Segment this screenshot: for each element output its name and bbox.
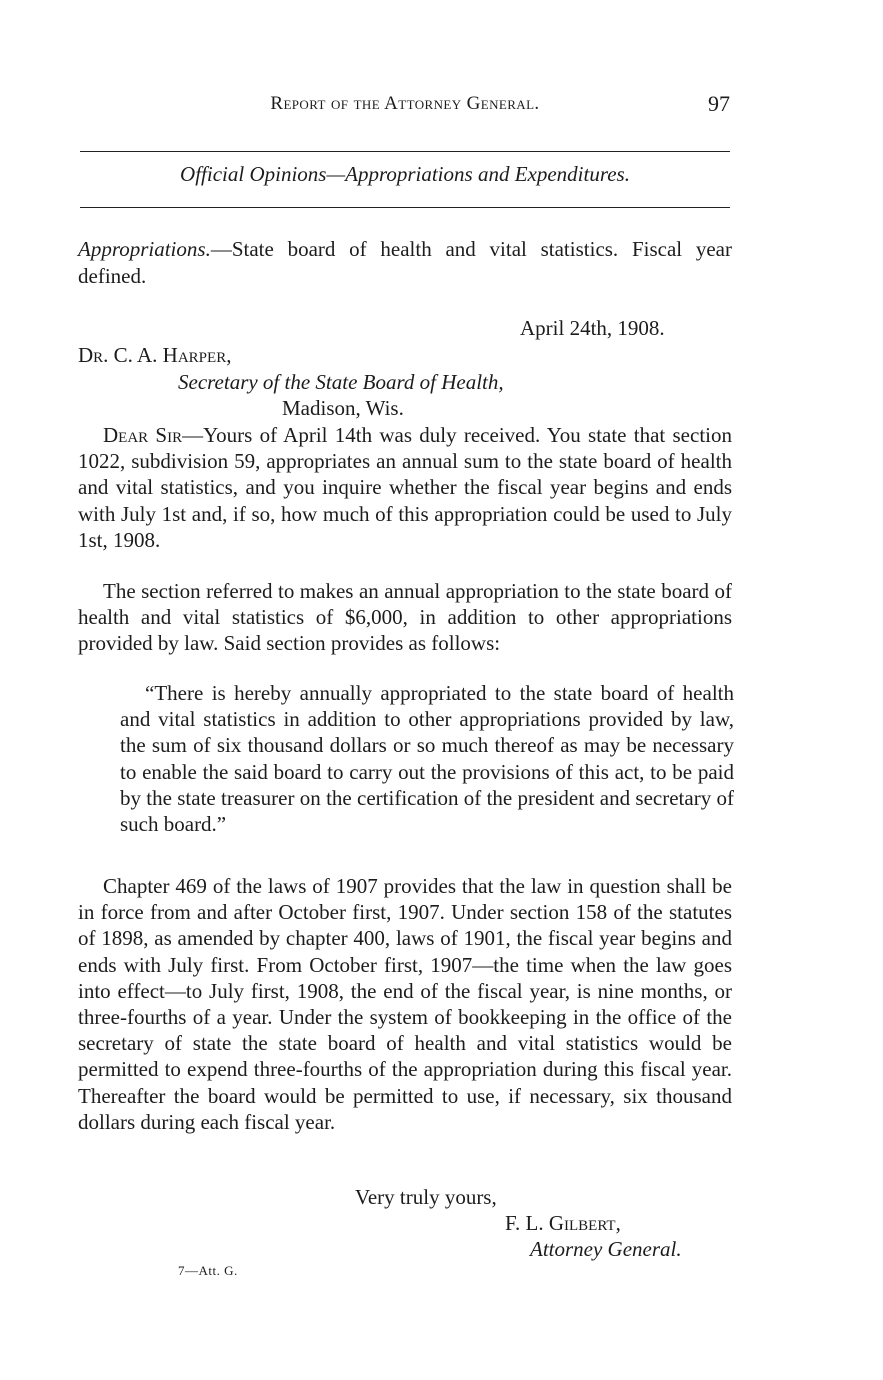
closing: Very truly yours, — [355, 1185, 497, 1209]
addressee-name: Dr. C. A. Harper, — [78, 343, 232, 367]
letter-paragraph-3: Chapter 469 of the laws of 1907 provides that the law in question shall be in force from and after October first, 1907. Under section 158 of the statutes of 1898, as amended by chapter 400, laws of 1901, the fiscal year begins and ends with July first. From October first, 1907—the time when the law goes into effect—to July first, 1908, the end of the fiscal year, is nine months, or three-fourths of a year. Under the system of bookkeeping in the office of the secretary of state the state board of health and vital statistics would be permitted to expend three-fourths of the appropriation during this fiscal year. Thereafter the board would be permitted to use, if necessary, six thousand dollars during each fiscal year. — [78, 874, 732, 1134]
page-number: 97 — [708, 91, 730, 116]
letter-paragraph-1 — [78, 422, 732, 553]
signer-title: Attorney General. — [530, 1237, 682, 1261]
addressee-title: Secretary of the State Board of Health, — [178, 370, 504, 394]
signer-name: F. L. Gilbert, — [505, 1211, 621, 1235]
running-title: Report of the Attorney General. — [270, 93, 540, 114]
syllabus-text: —State board of health and vital statistics. Fiscal year defined. — [78, 237, 732, 288]
section-title: Official Opinions—Appropriations and Expenditures. — [180, 162, 630, 186]
syllabus — [78, 236, 732, 290]
letter-paragraph-2: The section referred to makes an annual appropriation to the state board of health and vital statistics of $6,000, in addition to other appropriations provided by law. Said section provides as follows: — [78, 579, 732, 656]
statute-quote: “There is hereby annually appropriated to the state board of health and vital statistics in addition to other appropriations provided by law, the sum of six thousand dollars or so much thereof as may be necessary to enable the said board to carry out the provisions of this act, to be paid by the state treasurer on the certification of the president and secretary of such board.” — [120, 681, 734, 837]
bottom-rule — [80, 207, 730, 208]
syllabus-heading: Appropriations. — [78, 237, 211, 261]
addressee-city: Madison, Wis. — [282, 396, 404, 420]
salutation: Dear Sir — [103, 423, 183, 447]
top-rule — [80, 151, 730, 152]
paragraph-1-text: —Yours of April 14th was duly received. You state that section 1022, subdivision 59, appropriates an annual sum to the state board of health and vital statistics, and you inquire whether the fiscal year begins and ends with July 1st and, if so, how much of this appropriation could be used to July 1st, 1908. — [78, 423, 732, 552]
letter-date: April 24th, 1908. — [520, 316, 665, 340]
running-head — [80, 93, 730, 123]
signature-mark: 7—Att. G. — [178, 1263, 238, 1278]
